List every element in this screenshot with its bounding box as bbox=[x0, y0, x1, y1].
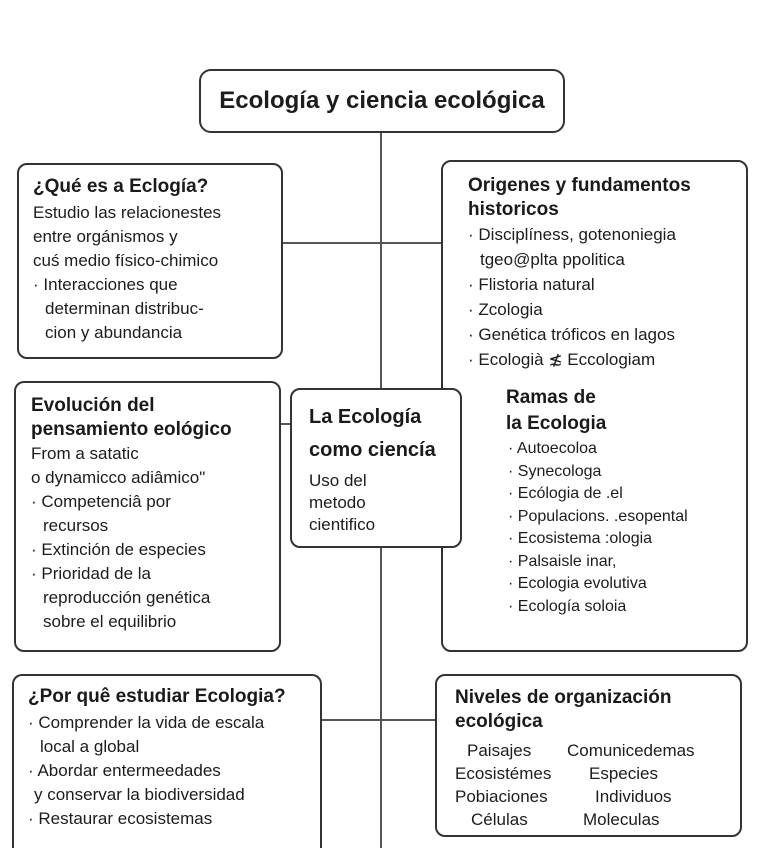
que-es-line: entre orgánismos y bbox=[33, 227, 178, 246]
ramas-item: · Palsaisle inar, bbox=[506, 551, 746, 574]
central-title: como ciencía bbox=[309, 439, 436, 461]
origenes-item: · Disciplíness, gotenoniegia bbox=[468, 222, 746, 247]
origenes-item-cont: tgeo@plta ppolitica bbox=[480, 250, 625, 269]
ramas-title: la Ecologia bbox=[506, 413, 607, 434]
por-que-bullet: · Comprender la vida de escala bbox=[28, 711, 320, 735]
ramas-item: · Ecología soloia bbox=[506, 596, 746, 619]
ramas-title: Ramas de bbox=[506, 387, 596, 408]
ramas-item: · Populacions. .esopental bbox=[506, 506, 746, 529]
que-es-line: Estudio las relacionestes bbox=[33, 203, 222, 222]
por-que-bullet-cont: y conservar la biodiversidad bbox=[34, 785, 245, 804]
origenes-item: · Ecologià ≴ Eccologiam bbox=[468, 347, 746, 372]
ramas-section bbox=[506, 386, 746, 618]
origenes-title: historicos bbox=[468, 199, 559, 220]
nivel-item: Moleculas bbox=[583, 810, 660, 829]
evolucion-line: o dynamicco adiâmico" bbox=[31, 468, 206, 487]
central-title: La Ecología bbox=[309, 406, 422, 428]
ramas-item: · Synecologa bbox=[506, 461, 746, 484]
niveles-title: Niveles de organización bbox=[455, 687, 672, 708]
que-es-title: ¿Qué es a Eclogía? bbox=[33, 176, 209, 197]
nivel-item: Especies bbox=[589, 764, 658, 783]
por-que-bullet: · Abordar entermeedades bbox=[28, 759, 320, 783]
que-es-bullet: · Interacciones que bbox=[33, 273, 281, 297]
nivel-item: Ecosistémes bbox=[455, 764, 552, 783]
nivel-item: Comunicedemas bbox=[567, 741, 695, 760]
por-que-bullet-cont: local a global bbox=[40, 737, 140, 756]
niveles-title: ecológica bbox=[455, 711, 543, 732]
central-line: cientifico bbox=[309, 515, 376, 534]
nivel-item: Células bbox=[471, 810, 528, 829]
evolucion-title: pensamiento eológico bbox=[31, 419, 232, 440]
evolucion-title: Evolución del bbox=[31, 395, 155, 416]
por-que-box bbox=[12, 674, 322, 848]
ramas-item: · Autoecoloa bbox=[506, 438, 746, 461]
que-es-bullet-cont: cion y abundancia bbox=[45, 323, 183, 342]
nivel-item: Pobiaciones bbox=[455, 787, 548, 806]
evolucion-bullet-cont: reproducción genética bbox=[43, 588, 211, 607]
evolucion-bullet-cont: sobre el equilibrio bbox=[43, 612, 177, 631]
por-que-title: ¿Por quê estudiar Ecologia? bbox=[28, 686, 286, 707]
niveles-grid bbox=[455, 740, 740, 840]
que-es-box bbox=[17, 163, 283, 359]
central-line: metodo bbox=[309, 493, 366, 512]
origenes-title: Origenes y fundamentos bbox=[468, 175, 691, 196]
main-title: Ecología y ciencia ecológica bbox=[219, 87, 545, 114]
evolucion-bullet: · Prioridad de la bbox=[31, 562, 279, 586]
central-line: Uso del bbox=[309, 471, 367, 490]
origenes-item: · Genética tróficos en lagos bbox=[468, 322, 746, 347]
niveles-box bbox=[435, 674, 742, 837]
evolucion-bullet: · Competenciâ por bbox=[31, 490, 279, 514]
nivel-item: Paisajes bbox=[467, 741, 532, 760]
central-box bbox=[290, 388, 462, 548]
main-title-box bbox=[199, 69, 565, 133]
ramas-item: · Ecologia evolutiva bbox=[506, 573, 746, 596]
que-es-bullet-cont: determinan distribuc- bbox=[45, 299, 204, 318]
ramas-item: · Ecólogia de .el bbox=[506, 483, 746, 506]
ramas-item: · Ecosistema :ologia bbox=[506, 528, 746, 551]
evolucion-bullet-cont: recursos bbox=[43, 516, 109, 535]
por-que-bullet: · Restaurar ecosistemas bbox=[28, 807, 320, 831]
origenes-item: · Flistoria natural bbox=[468, 272, 746, 297]
nivel-item: Individuos bbox=[595, 787, 672, 806]
evolucion-bullet: · Extinción de especies bbox=[31, 538, 279, 562]
origenes-box bbox=[441, 160, 748, 652]
que-es-line: cuś medio físico-chimico bbox=[33, 251, 219, 270]
evolucion-box bbox=[14, 381, 281, 652]
origenes-item: · Zcologia bbox=[468, 297, 746, 322]
evolucion-line: From a satatic bbox=[31, 444, 139, 463]
